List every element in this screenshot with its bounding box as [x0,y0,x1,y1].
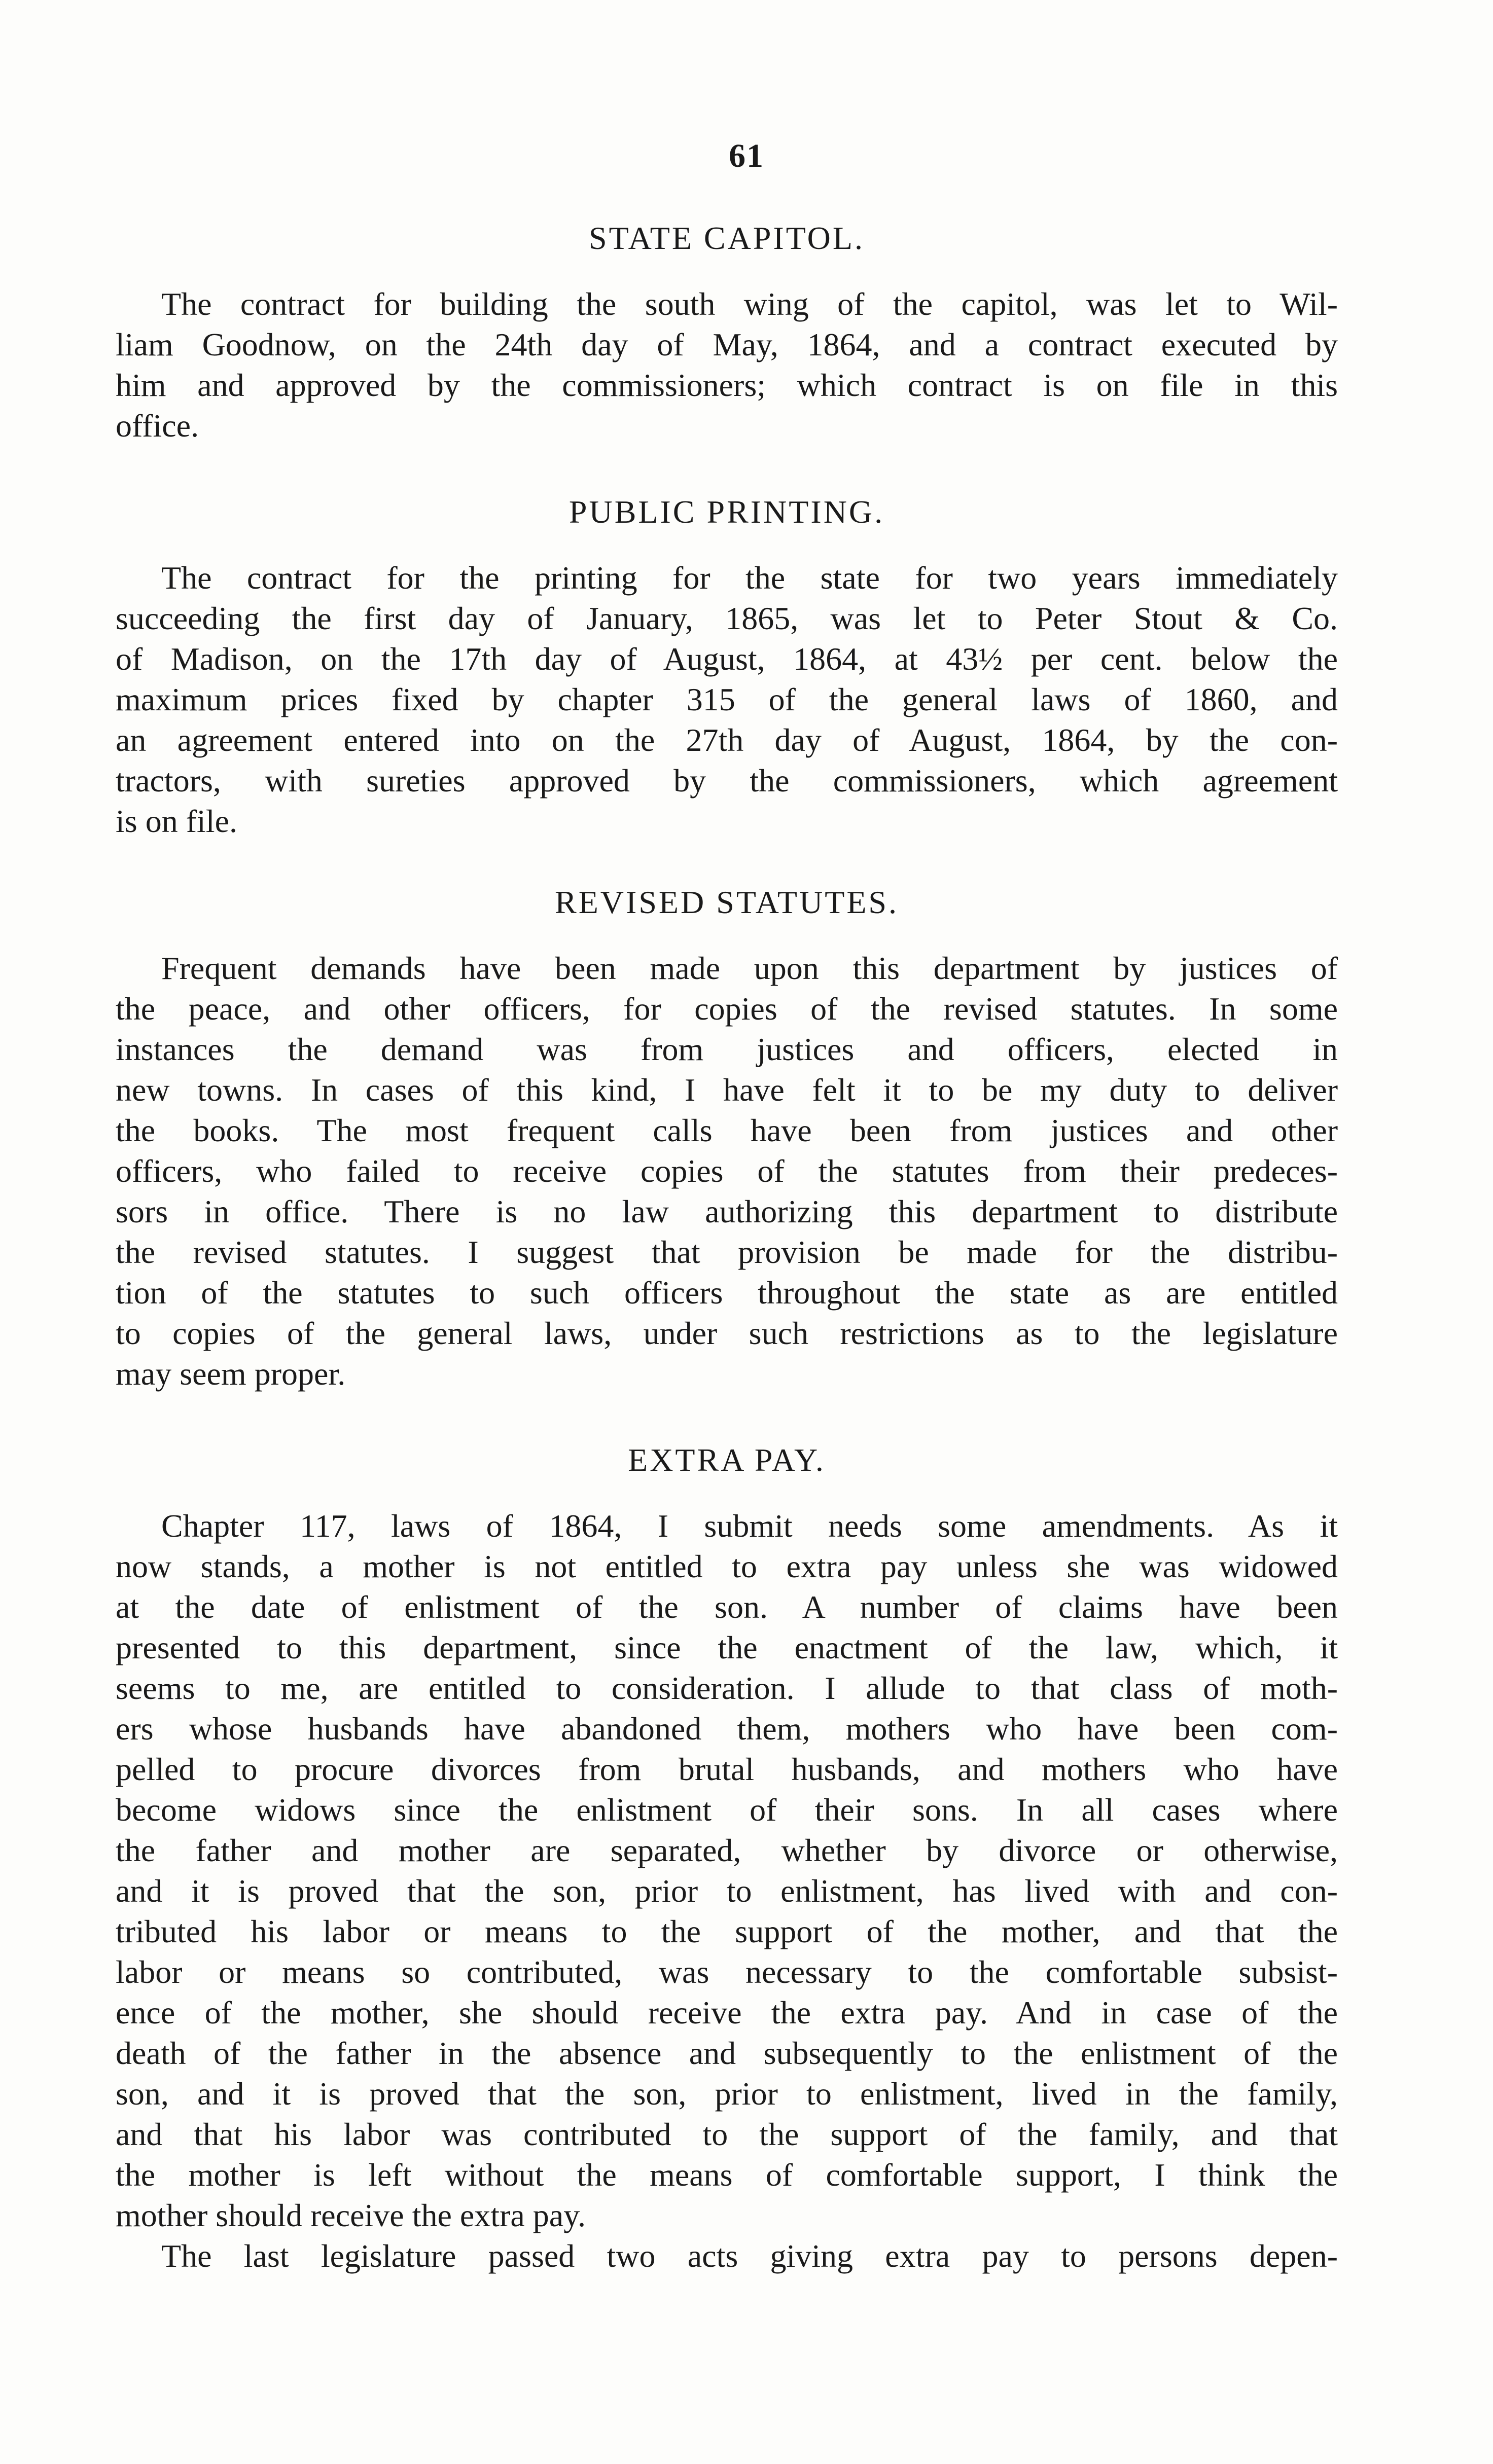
text-line: may seem proper. [116,1356,346,1392]
paragraph [116,948,1338,1394]
text-line: tractors, with sureties approved by the commissioners, which agreement [116,763,1338,799]
text-line: become widows since the enlistment of their sons. In all cases where [116,1792,1338,1828]
text-line: Frequent demands have been made upon this department by justices of [161,950,1338,986]
text-line: now stands, a mother is not entitled to extra pay unless she was widowed [116,1548,1338,1584]
section-public-printing [116,492,1338,842]
text-line: maximum prices fixed by chapter 315 of the general laws of 1860, and [116,681,1338,717]
text-line: sors in office. There is no law authorizing this department to distribute [116,1193,1338,1229]
text-line: the peace, and other officers, for copies of the revised statutes. In some [116,991,1338,1027]
text-line: the revised statutes. I suggest that provision be made for the distribu- [116,1234,1338,1270]
text-line: ers whose husbands have abandoned them, mothers who have been com- [116,1711,1338,1747]
text-line: mother should receive the extra pay. [116,2197,586,2233]
section-heading: EXTRA PAY. [628,1442,826,1478]
text-line: tributed his labor or means to the support of the mother, and that the [116,1913,1338,1949]
text-line: new towns. In cases of this kind, I have felt it to be my duty to deliver [116,1072,1338,1108]
text-line: pelled to procure divorces from brutal husbands, and mothers who have [116,1751,1338,1787]
text-line: succeeding the first day of January, 1865, was let to Peter Stout & Co. [116,600,1338,636]
text-line: the mother is left without the means of comfortable support, I think the [116,2157,1338,2193]
text-line: him and approved by the commissioners; which contract is on file in this [116,367,1338,403]
text-line: instances the demand was from justices and officers, elected in [116,1031,1338,1067]
text-line: and it is proved that the son, prior to enlistment, has lived with and con- [116,1873,1338,1909]
text-line: labor or means so contributed, was necessary to the comfortable subsist- [116,1954,1338,1990]
text-line: at the date of enlistment of the son. A number of claims have been [116,1589,1338,1625]
text-line: is on file. [116,803,237,839]
text-line: an agreement entered into on the 27th day of August, 1864, by the con- [116,722,1338,758]
text-line: tion of the statutes to such officers throughout the state as are entitled [116,1275,1338,1311]
paragraph [116,558,1338,842]
section-heading: STATE CAPITOL. [589,220,865,256]
text-line: the books. The most frequent calls have been from justices and other [116,1112,1338,1148]
text-line: Chapter 117, laws of 1864, I submit needs some amendments. As it [161,1508,1338,1544]
text-line: the father and mother are separated, whether by divorce or otherwise, [116,1832,1338,1868]
text-line: office. [116,408,199,444]
section-heading: REVISED STATUTES. [555,884,899,920]
section-heading: PUBLIC PRINTING. [568,494,885,530]
text-line: seems to me, are entitled to consideration. I allude to that class of moth- [116,1670,1338,1706]
text-line: The last legislature passed two acts giving extra pay to persons depen- [161,2238,1338,2274]
text-line: officers, who failed to receive copies of the statutes from their predeces- [116,1153,1338,1189]
text-line: of Madison, on the 17th day of August, 1864, at 43½ per cent. below the [116,641,1338,677]
text-line: to copies of the general laws, under such restrictions as to the legislature [116,1315,1338,1351]
section-revised-statutes [116,882,1338,1394]
section-extra-pay [116,1440,1338,2276]
page-number: 61 [729,137,764,174]
paragraph [116,2236,1338,2276]
text-line: The contract for building the south wing of the capitol, was let to Wil- [161,286,1338,322]
text-line: and that his labor was contributed to the support of the family, and that [116,2116,1338,2152]
text-line: ence of the mother, she should receive the extra pay. And in case of the [116,1995,1338,2031]
text-line: presented to this department, since the enactment of the law, which, it [116,1629,1338,1665]
paragraph [116,1506,1338,2236]
section-state-capitol [116,218,1338,446]
paragraph [116,284,1338,446]
text-line: son, and it is proved that the son, prior to enlistment, lived in the family, [116,2076,1338,2112]
text-line: The contract for the printing for the state for two years immediately [161,560,1338,596]
text-line: liam Goodnow, on the 24th day of May, 1864, and a contract executed by [116,327,1338,363]
text-line: death of the father in the absence and subsequently to the enlistment of the [116,2035,1338,2071]
